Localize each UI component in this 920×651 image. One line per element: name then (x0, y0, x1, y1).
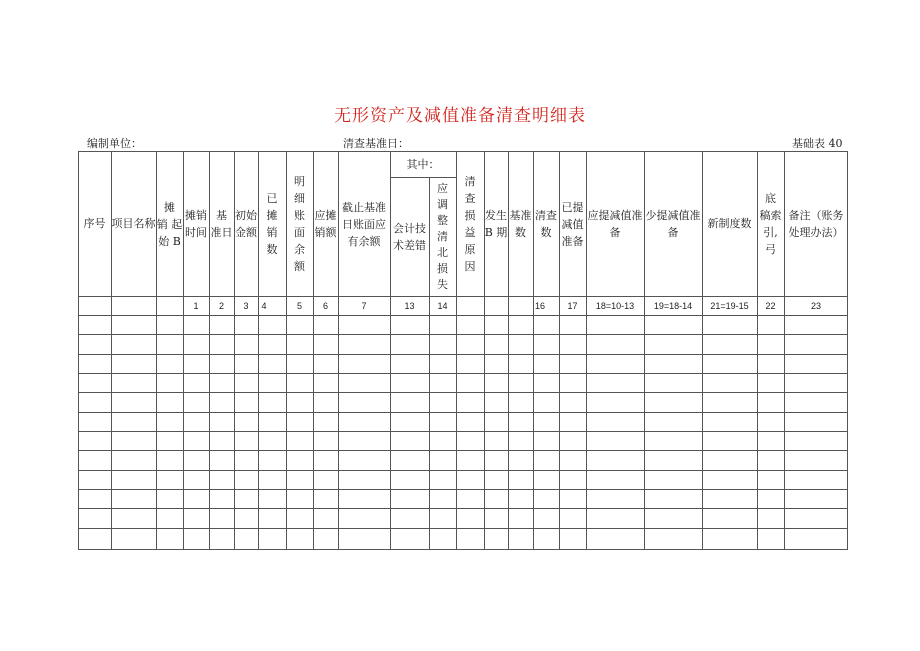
col-number: 19=18-14 (653, 301, 693, 311)
col-number: 2 (218, 301, 224, 311)
col-number: 22 (765, 301, 776, 311)
header-detail-book-balance: 明 细 账 面 余 额 (294, 175, 305, 273)
header-should-provide: 应提减值准 备 (587, 209, 643, 239)
header-remark: 备注（账务 处理办法） (788, 209, 844, 239)
col-number: 17 (567, 301, 578, 311)
header-cutoff-balance: 截止基准 日账面应 有余额 (342, 200, 386, 248)
page-title: 无形资产及减值准备清查明细表 (334, 106, 586, 126)
header-index: 底 稿索 引, 弓 (759, 192, 782, 256)
col-number: 21=19-15 (710, 301, 749, 311)
col-number: 14 (437, 301, 448, 311)
header-less-provide: 少提减值准 备 (645, 209, 701, 239)
col-number: 3 (243, 301, 249, 311)
table-number: 基础表 40 (792, 137, 843, 150)
header-base-date: 基 准日 (210, 209, 233, 239)
header-item-name: 项目名称 (111, 217, 156, 230)
header-provided-reserve: 已提 减值 准备 (561, 200, 584, 248)
col-number: 18=10-13 (595, 301, 635, 311)
header-seq: 序号 (83, 217, 106, 230)
header-check-number: 清查 数 (535, 209, 557, 239)
col-number: 4 (261, 301, 267, 311)
header-among: 其中： (406, 157, 440, 171)
col-number: 13 (404, 301, 415, 311)
header-amortization-due: 应摊 销额 (314, 209, 337, 239)
header-amortized: 已 摊 销 数 (266, 192, 278, 256)
header-accounting-error: 会计技 术差错 (393, 222, 426, 252)
header-base-number: 基准 数 (509, 209, 532, 239)
header-new-system: 新制度数 (707, 217, 752, 230)
col-number: 6 (322, 301, 328, 311)
col-number: 23 (810, 301, 821, 311)
header-amortization-time: 摊销 时间 (185, 209, 207, 239)
header-initial-amount: 初始 金额 (235, 209, 257, 239)
col-number: 16 (534, 301, 545, 311)
header-occur-date: 发生 B 期 (484, 209, 508, 239)
date-label: 清查基准日： (343, 137, 409, 150)
col-number: 1 (193, 301, 199, 311)
col-number: 7 (361, 301, 367, 311)
header-amortization-start: 摊 销 起 始 B (156, 200, 183, 248)
header-adjust-loss: 应 调 整 清 北 损 失 (437, 182, 448, 291)
col-number: 5 (296, 301, 302, 311)
unit-label: 编制单位： (87, 137, 142, 150)
header-check-reason: 清 查 损 益 原 因 (464, 175, 476, 273)
